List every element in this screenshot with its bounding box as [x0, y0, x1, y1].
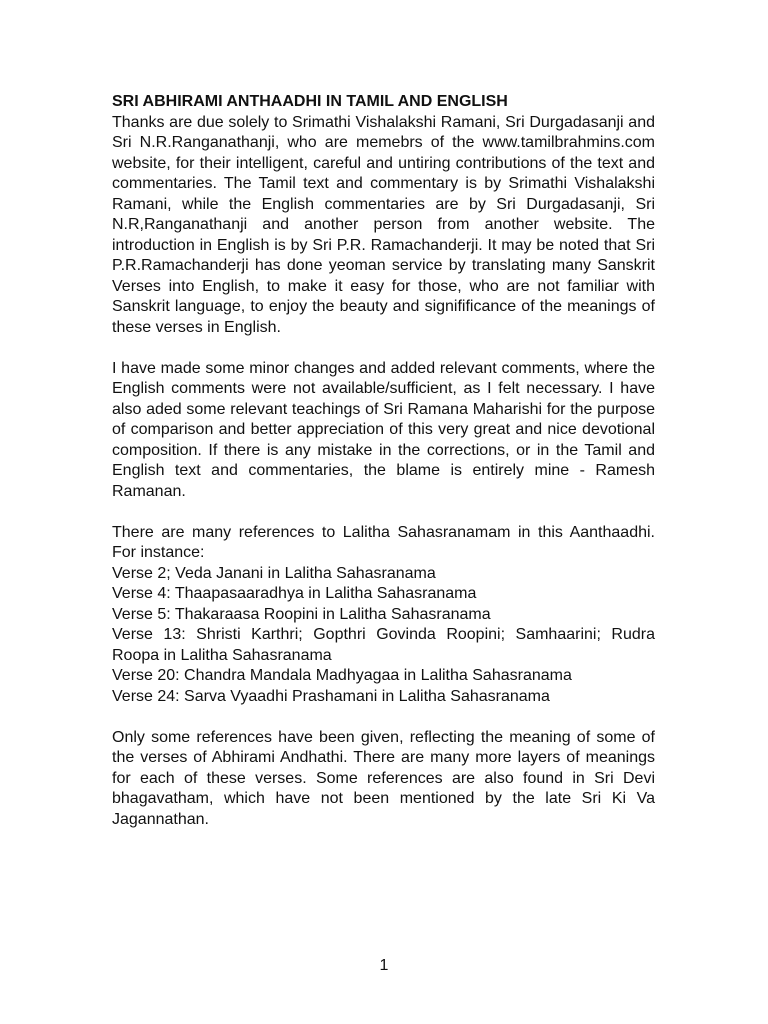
- page-number: 1: [379, 957, 389, 974]
- document-title: SRI ABHIRAMI ANTHAADHI IN TAMIL AND ENGLISH: [112, 93, 508, 110]
- verse-reference-item: Verse 2; Veda Janani in Lalitha Sahasranama: [112, 564, 436, 582]
- paragraph-changes: I have made some minor changes and added relevant comments, where the English comments were not available/sufficient, as I felt necessary. I have also aded some relevant teachings of Sri Ramana Maharishi for the purpose of comparison and better appreciation of this very great and nice devotional composition. If there is any mistake in the corrections, or in the Tamil and English text and commentaries, the blame is entirely mine - Ramesh Ramanan.: [112, 359, 655, 500]
- paragraph-spacer: [112, 338, 655, 359]
- verse-reference-item: Verse 24: Sarva Vyaadhi Prashamani in Lalitha Sahasranama: [112, 687, 550, 705]
- verse-reference-item: Verse 4: Thaapasaaradhya in Lalitha Sahasranama: [112, 585, 477, 602]
- paragraph-references-intro: There are many references to Lalitha Sahasranamam in this Aanthaadhi. For instance:: [112, 523, 655, 561]
- verse-reference-item: Verse 20: Chandra Mandala Madhyagaa in Lalitha Sahasranama: [112, 667, 572, 684]
- verse-reference-list: [112, 564, 655, 708]
- document-body: [112, 92, 655, 830]
- verse-reference-item: Verse 5: Thakaraasa Roopini in Lalitha Sahasranama: [112, 605, 491, 623]
- paragraph-spacer: [112, 707, 655, 728]
- paragraph-spacer: [112, 502, 655, 523]
- paragraph-closing: Only some references have been given, reflecting the meaning of some of the verses of Abhirami Andhathi. There are many more layers of meanings for each of these verses. Some references are also found in Sri Devi bhagavatham, which have not been mentioned by the late Sri Ki Va Jagannathan.: [112, 728, 655, 828]
- paragraph-acknowledgements: Thanks are due solely to Srimathi Vishalakshi Ramani, Sri Durgadasanji and Sri N.R.Ranganathanji, who are memebrs of the www.tamilbrahmins.com website, for their intelligent, careful and untiring contributions of the text and commentaries. The Tamil text and commentary is by Srimathi Vishalakshi Ramani, while the English commentaries are by Sri Durgadasanji, Sri N.R,Ranganathanji and another person from another website. The introduction in English is by Sri P.R. Ramachanderji. It may be noted that Sri P.R.Ramachanderji has done yeoman service by translating many Sanskrit Verses into English, to make it easy for those, who are not familiar with Sanskrit language, to enjoy the beauty and signifificance of the meanings of these verses in English.: [112, 113, 655, 336]
- verse-reference-item: Verse 13: Shristi Karthri; Gopthri Govinda Roopini; Samhaarini; Rudra Roopa in Lalitha Sahasranama: [112, 626, 655, 664]
